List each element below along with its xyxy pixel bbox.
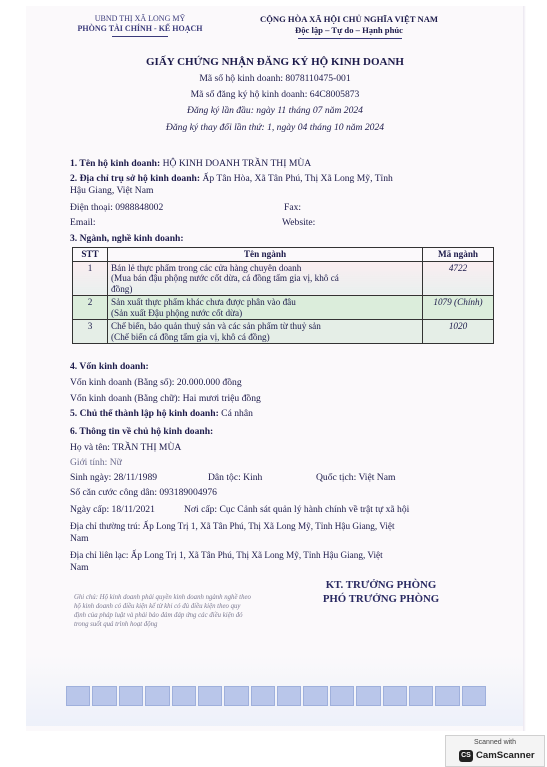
industry-name: Sản xuất thực phẩm khác chưa được phân vào đâu <box>111 297 296 307</box>
permanent-address-line-2: Nam <box>70 533 89 544</box>
address-line-1: Ấp Tân Hòa, Xã Tân Phú, Thị Xã Long Mỹ, Tỉnh <box>202 173 393 184</box>
industry-name: Bán lẻ thực phẩm trong các cửa hàng chuyên doanh <box>111 262 302 273</box>
national-motto: Độc lập – Tự do – Hạnh phúc <box>295 25 403 35</box>
agency-header <box>66 14 214 34</box>
row-code: 4722 <box>423 261 494 296</box>
change-registration-date: Đăng ký thay đổi lần thứ: 1, ngày 04 tháng 10 năm 2024 <box>165 122 385 133</box>
table-row <box>73 261 494 296</box>
row-industry <box>108 320 423 344</box>
security-pattern <box>66 686 486 706</box>
row-code: 1079 (Chính) <box>423 296 494 320</box>
row-stt: 2 <box>73 296 108 320</box>
column-header-name: Tên ngành <box>108 248 423 262</box>
department-name: PHÒNG TÀI CHÍNH - KẾ HOẠCH <box>77 24 203 33</box>
section-2-label: 2. Địa chỉ trụ sở hộ kinh doanh: <box>70 173 203 184</box>
industry-detail-cont: đồng) <box>111 283 133 294</box>
owner-ethnicity: Dân tộc: Kinh <box>208 472 263 483</box>
first-registration-date: Đăng ký lần đầu: ngày 11 tháng 07 năm 2024 <box>187 105 363 116</box>
national-title: CỘNG HÒA XÃ HỘI CHỦ NGHĨA VIỆT NAM <box>259 14 439 24</box>
camscanner-name: CamScanner <box>476 750 535 761</box>
capital-words: Vốn kinh doanh (Bằng chữ): Hai mươi triệu đồng <box>70 393 261 404</box>
owner-dob: Sinh ngày: 28/11/1989 <box>70 472 158 483</box>
phone: Điện thoại: 0988848002 <box>70 202 164 213</box>
industry-name: Chế biến, bảo quản thuỷ sản và các sản phẩm từ thuỷ sản <box>111 321 321 331</box>
business-code: Mã số hộ kinh doanh: 8078110475-001 <box>199 73 351 84</box>
owner-type: Cá nhân <box>221 408 253 419</box>
business-name: HỘ KINH DOANH TRẦN THỊ MÙA <box>162 158 312 169</box>
section-6-label: 6. Thông tin về chủ hộ kinh doanh: <box>70 426 214 437</box>
table-row <box>73 320 494 344</box>
signature-title-2: PHÓ TRƯỞNG PHÒNG <box>322 593 440 605</box>
section-1-label: 1. Tên hộ kinh doanh: <box>70 158 163 169</box>
section-3-label: 3. Ngành, nghề kinh doanh: <box>70 233 184 244</box>
id-issue-place: Nơi cấp: Cục Cảnh sát quản lý hành chính về trật tự xã hội <box>184 504 410 515</box>
scanned-with-text: Scanned with <box>473 739 517 746</box>
owner-id-number: Số căn cước công dân: 093189004976 <box>70 487 217 498</box>
camscanner-logo-icon: CS <box>459 750 473 762</box>
row-industry <box>108 261 423 296</box>
document-title: GIẤY CHỨNG NHẬN ĐĂNG KÝ HỘ KINH DOANH <box>146 56 404 68</box>
contact-address-line-2: Nam <box>70 562 89 573</box>
row-code: 1020 <box>423 320 494 344</box>
row-stt: 1 <box>73 261 108 296</box>
registration-code: Mã số đăng ký hộ kinh doanh: 64C8005873 <box>190 89 360 100</box>
header-left-rule <box>112 36 168 37</box>
table-row <box>73 296 494 320</box>
row-stt: 3 <box>73 320 108 344</box>
capital-number: Vốn kinh doanh (Bằng số): 20.000.000 đồng <box>70 377 242 388</box>
footnote: Ghi chú: Hộ kinh doanh phải quyền kinh doanh ngành nghề theo hộ kinh doanh có điều kiện kể từ khi có đủ điều kiện theo quy định của pháp luật và phải bảo đảm đáp ứng các điều kiện đó trong suốt quá trình hoạt động <box>74 594 251 628</box>
email: Email: <box>70 217 96 228</box>
header-right-rule <box>298 38 402 39</box>
document-sheet <box>26 6 525 731</box>
section-business-name <box>70 158 311 169</box>
section-address <box>70 173 393 184</box>
section-5-label: 5. Chủ thể thành lập hộ kinh doanh: <box>70 408 222 419</box>
website: Website: <box>282 217 316 228</box>
owner-gender: Giới tính: Nữ <box>70 457 122 468</box>
address-line-2: Hậu Giang, Việt Nam <box>70 185 154 196</box>
column-header-stt: STT <box>73 248 108 262</box>
industry-detail: (Chế biến cá đồng tẩm gia vị, khô cá đồng) <box>111 331 270 342</box>
id-issue-date: Ngày cấp: 18/11/2021 <box>70 504 155 515</box>
column-header-code: Mã ngành <box>423 248 494 262</box>
owner-nationality: Quốc tịch: Việt Nam <box>316 472 396 483</box>
table-header-row <box>73 248 494 262</box>
owner-name: Họ và tên: TRẦN THỊ MÙA <box>70 442 182 453</box>
signature-title-1: KT. TRƯỞNG PHÒNG <box>325 579 437 591</box>
contact-address-line-1: Địa chỉ liên lạc: Ấp Long Trị 1, Xã Tân Phú, Thị Xã Long Mỹ, Tỉnh Hậu Giang, Việt <box>70 550 383 560</box>
camscanner-watermark <box>445 735 545 767</box>
business-lines-table <box>72 247 494 344</box>
agency-name: UBND THỊ XÃ LONG MỸ <box>94 14 186 23</box>
fax: Fax: <box>284 202 302 213</box>
section-owner-type <box>70 408 253 419</box>
industry-detail: (Mua bán đậu phộng nước cốt dừa, cá đồng tẩm gia vị, khô cá <box>111 273 339 283</box>
national-header <box>234 14 464 36</box>
permanent-address-line-1: Địa chỉ thường trú: Ấp Long Trị 1, Xã Tân Phú, Thị Xã Long Mỹ, Tỉnh Hậu Giang, Việt <box>70 521 395 531</box>
row-industry <box>108 296 423 320</box>
industry-detail: (Sản xuất Đậu phộng nước cốt dừa) <box>111 307 243 318</box>
section-4-label: 4. Vốn kinh doanh: <box>70 361 149 372</box>
